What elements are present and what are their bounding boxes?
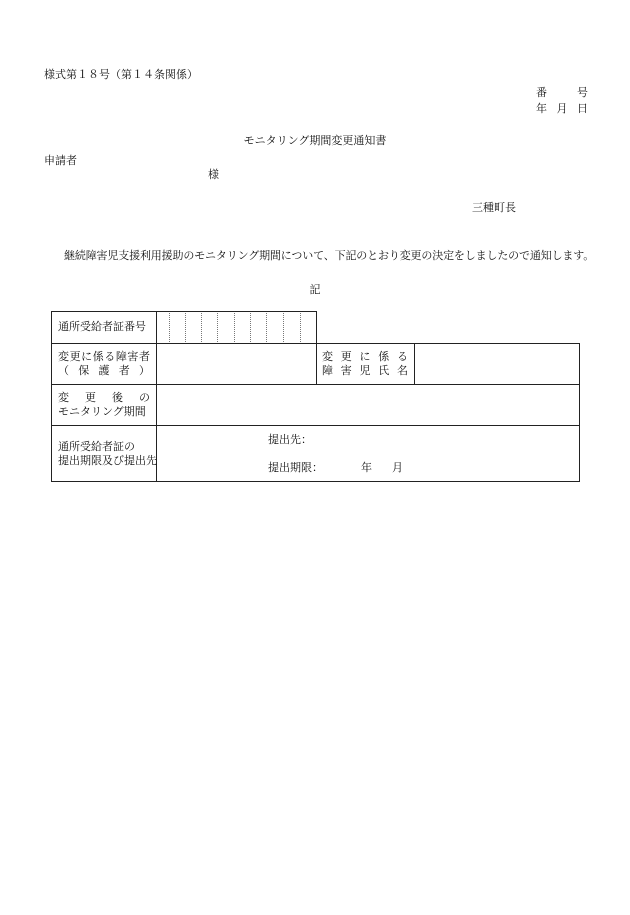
label-char: 係	[378, 350, 390, 363]
child-label-line2	[322, 364, 408, 378]
label-char: に	[359, 350, 371, 363]
label-char: 保	[78, 364, 90, 377]
period-label-line1	[58, 391, 150, 405]
label-char: の	[139, 391, 150, 404]
date-char-month: 月	[556, 102, 568, 115]
number-char-go: 号	[577, 86, 588, 99]
label-char: 障	[115, 350, 127, 363]
label-char: 変	[58, 350, 69, 363]
number-char-ban: 番	[536, 86, 547, 99]
issuer-name: 三種町長	[472, 201, 516, 214]
label-char: 護	[98, 364, 110, 377]
label-char: 変	[58, 391, 69, 404]
label-char: 更	[85, 391, 96, 404]
label-char: 者	[118, 364, 130, 377]
submit-label-line2: 提出期限及び提出先	[58, 454, 157, 467]
deadline-month: 月	[392, 461, 403, 474]
period-label-line2: モニタリング期間	[58, 405, 146, 418]
deadline-label: 提出期限：	[268, 461, 323, 474]
label-char: 係	[92, 350, 104, 363]
applicant-label: 申請者	[44, 154, 77, 167]
cert-number-label: 通所受給者証番号	[58, 320, 146, 333]
label-char: 者	[138, 350, 150, 363]
label-char: 害	[340, 364, 352, 377]
date-char-year: 年	[536, 102, 547, 115]
label-char: 障	[322, 364, 333, 377]
deadline-year: 年	[361, 461, 372, 474]
label-char: 更	[340, 350, 352, 363]
label-char: 更	[69, 350, 81, 363]
label-char: る	[104, 350, 116, 363]
label-char: 害	[127, 350, 139, 363]
form-number: 様式第１８号（第１４条関係）	[44, 68, 198, 81]
ki-heading: 記	[309, 283, 321, 296]
label-char: る	[397, 350, 408, 363]
label-char: 変	[322, 350, 333, 363]
label-char: （	[58, 364, 69, 377]
notice-body: 継続障害児支援利用援助のモニタリング期間について、下記のとおり変更の決定をしましたので通知します。	[64, 249, 595, 262]
document-number-label	[536, 84, 588, 100]
label-char: ）	[139, 364, 150, 377]
document-title: モニタリング期間変更通知書	[243, 134, 387, 147]
label-char: 児	[359, 364, 371, 377]
date-label	[536, 100, 588, 116]
label-char: に	[81, 350, 93, 363]
date-char-day: 日	[577, 102, 588, 115]
submit-label-line1: 通所受給者証の	[58, 440, 135, 453]
guardian-label-line1	[58, 350, 150, 364]
label-char: 後	[112, 391, 123, 404]
submit-to-label: 提出先：	[268, 433, 312, 446]
label-char: 名	[397, 364, 408, 377]
child-label-line1	[322, 350, 408, 364]
honorific-sama: 様	[208, 168, 219, 181]
guardian-label-line2	[58, 364, 150, 378]
label-char: 氏	[378, 364, 390, 377]
